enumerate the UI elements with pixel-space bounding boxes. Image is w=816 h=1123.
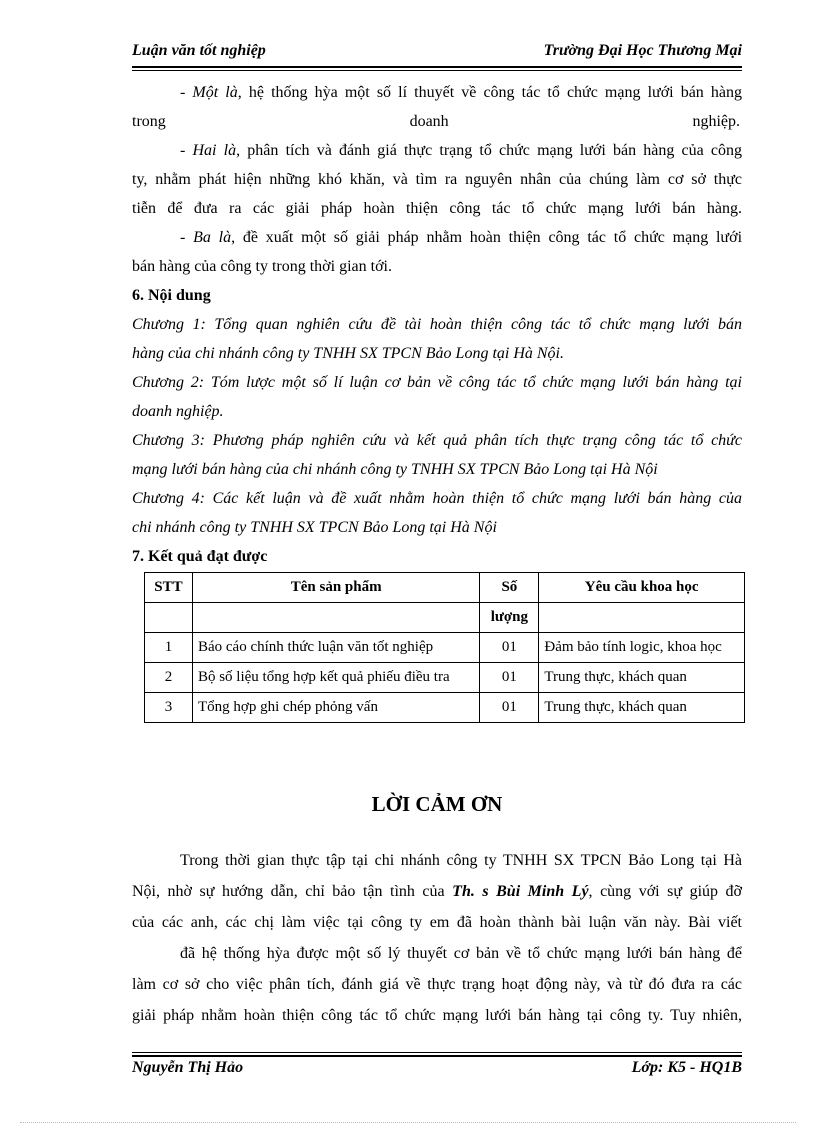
header-rule [132,66,742,68]
footer-rule-thin [132,1052,742,1053]
thanks-line: Trong thời gian thực tập tại chi nhánh công ty TNHH SX TPCN Bảo Long tại Hà [180,852,742,869]
col-qty-2: lượng [480,603,539,633]
table-header-row-2 [145,603,745,633]
header-right: Trường Đại Học Thương Mại [543,42,742,59]
results-table [144,572,745,723]
chapter-line: mạng lưới bán hàng của chi nhánh công ty TNHH SX TPCN Bảo Long tại Hà Nội [132,461,658,478]
section-7-heading: 7. Kết quả đạt được [132,548,268,565]
chapter-line: chi nhánh công ty TNHH SX TPCN Bảo Long tại Hà Nội [132,519,497,536]
thanks-line: làm cơ sở cho việc phân tích, đánh giá về thực trạng hoạt động này, và từ đó đưa ra các [132,976,742,993]
chapter-line: Chương 4: Các kết luận và đề xuất nhằm hoàn thiện tổ chức mạng lưới bán hàng của [132,490,742,507]
intro-line: - Ba là, đề xuất một số giải pháp nhằm hoàn thiện công tác tổ chức mạng lưới [180,229,743,246]
chapter-line: doanh nghiệp. [132,403,224,420]
section-6-heading: 6. Nội dung [132,287,211,304]
word-doanh: doanh [409,113,449,130]
footer-left: Nguyễn Thị Hảo [132,1059,244,1076]
intro-line: - Hai là, phân tích và đánh giá thực trạng tổ chức mạng lưới bán hàng của công [180,142,742,159]
col-name: Tên sản phẩm [192,573,479,603]
advisor-name: Th. s Bùi Minh Lý [452,883,589,900]
table-header-row [145,573,745,603]
thanks-line: Nội, nhờ sự hướng dẫn, chỉ bảo tận tình của Th. s Bùi Minh Lý, cùng với sự giúp đỡ [132,883,742,900]
col-qty: Số [480,573,539,603]
footer-rule [132,1055,742,1057]
table-row: 3 Tổng hợp ghi chép phỏng vấn 01 Trung thực, khách quan [145,693,745,723]
thanks-line: giải pháp nhằm hoàn thiện công tác tổ chức mạng lưới bán hàng tại công ty. Tuy nhiên, [132,1007,742,1024]
header-left: Luận văn tốt nghiệp [132,42,266,59]
main-content [132,78,742,571]
table-row: 1 Báo cáo chính thức luận văn tốt nghiệp 01 Đảm bảo tính logic, khoa học [145,633,745,663]
intro-line: tiễn để đưa ra các giải pháp hoàn thiện công tác tổ chức mạng lưới bán hàng. [132,200,742,217]
word-trong: trong [132,113,166,130]
intro-line [132,107,742,136]
thanks-paragraph [132,845,742,1031]
intro-line: bán hàng của công ty trong thời gian tới. [132,258,392,275]
chapter-line: Chương 2: Tóm lược một số lí luận cơ bản về công tác tổ chức mạng lưới bán hàng tại [132,374,742,391]
chapter-line: Chương 3: Phương pháp nghiên cứu và kết quả phân tích thực trạng công tác tổ chức [132,432,742,449]
thanks-line: của các anh, các chị làm việc tại công ty em đã hoàn thành bài luận văn này. Bài viết [132,914,742,931]
footer-right: Lớp: K5 - HQ1B [631,1059,742,1076]
col-req: Yêu cầu khoa học [539,573,745,603]
col-stt: STT [145,573,193,603]
chapter-line: hàng của chi nhánh công ty TNHH SX TPCN Bảo Long tại Hà Nội. [132,345,564,362]
thanks-line: đã hệ thống hỳa được một số lý thuyết cơ bản về tổ chức mạng lưới bán hàng để [180,945,742,962]
chapter-line: Chương 1: Tổng quan nghiên cứu đề tài hoàn thiện công tác tổ chức mạng lưới bán [132,316,742,333]
word-nghiep: nghiệp. [692,113,740,130]
intro-line: ty, nhằm phát hiện những khó khăn, và tìm ra nguyên nhân của chúng làm cơ sở thực [132,171,742,188]
header-rule-thin [132,70,742,71]
thanks-title: LỜI CẢM ƠN [371,792,503,816]
table-row: 2 Bộ số liệu tổng hợp kết quả phiếu điều tra 01 Trung thực, khách quan [145,663,745,693]
intro-line: - Một là, hệ thống hỳa một số lí thuyết về công tác tổ chức mạng lưới bán hàng [180,84,743,101]
